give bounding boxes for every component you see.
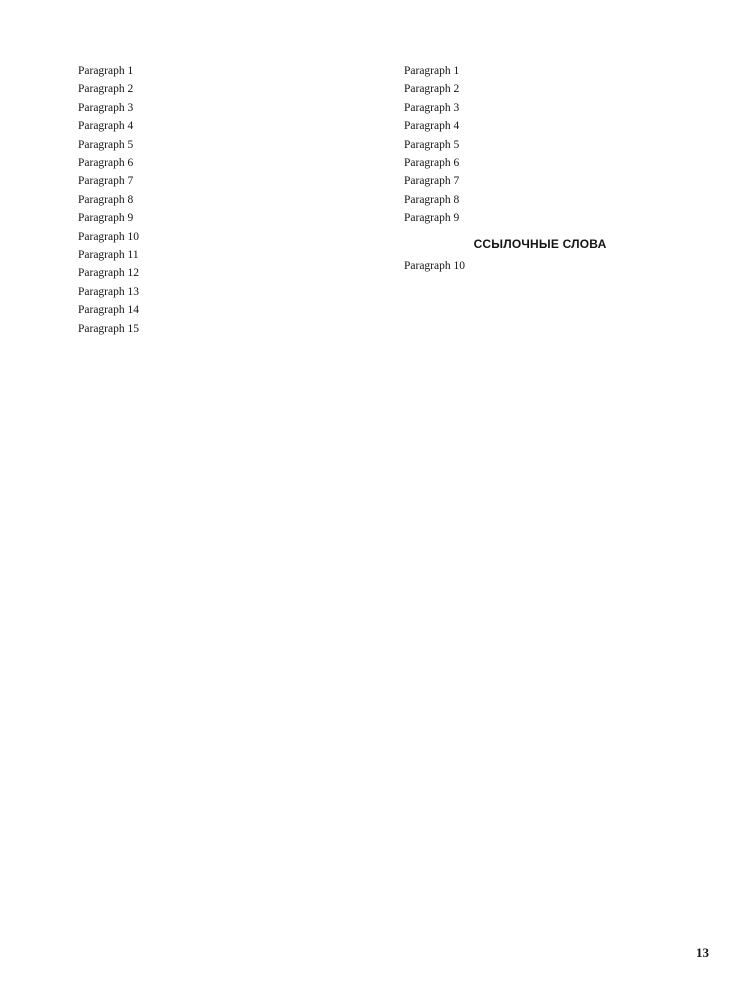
paragraph: Paragraph 5 — [404, 138, 460, 151]
paragraph: Paragraph 1 — [404, 65, 460, 77]
page-number: 13 — [696, 945, 709, 960]
paragraph: Paragraph 14 — [78, 304, 139, 317]
paragraph: Paragraph 9 — [404, 212, 460, 225]
paragraph: Paragraph 4 — [404, 120, 460, 133]
paragraph: Paragraph 7 — [404, 175, 460, 188]
paragraph: Paragraph 10 — [78, 230, 139, 243]
paragraph: Paragraph 8 — [78, 193, 134, 206]
section-heading: ССЫЛОЧНЫЕ СЛОВА — [473, 236, 607, 251]
paragraph: Paragraph 3 — [78, 101, 134, 114]
paragraph: Paragraph 11 — [78, 249, 139, 262]
paragraph: Paragraph 1 — [78, 65, 134, 77]
paragraph: Paragraph 4 — [78, 120, 134, 133]
paragraph: Paragraph 10 — [404, 259, 465, 272]
paragraph: Paragraph 15 — [78, 322, 139, 335]
left-column — [62, 64, 366, 340]
paragraph: Paragraph 7 — [78, 175, 134, 188]
paragraph: Paragraph 12 — [78, 267, 139, 280]
paragraph: Paragraph 8 — [404, 193, 460, 206]
paragraph: Paragraph 2 — [404, 83, 460, 96]
paragraph: Paragraph 13 — [78, 285, 139, 298]
paragraph: Paragraph 2 — [78, 83, 134, 96]
paragraph: Paragraph 5 — [78, 138, 134, 151]
paragraph: Paragraph 9 — [78, 212, 134, 225]
right-column — [388, 64, 692, 340]
paragraph: Paragraph 3 — [404, 101, 460, 114]
paragraph: Paragraph 6 — [78, 157, 134, 170]
two-column-layout — [62, 64, 709, 340]
paragraph: Paragraph 6 — [404, 157, 460, 170]
